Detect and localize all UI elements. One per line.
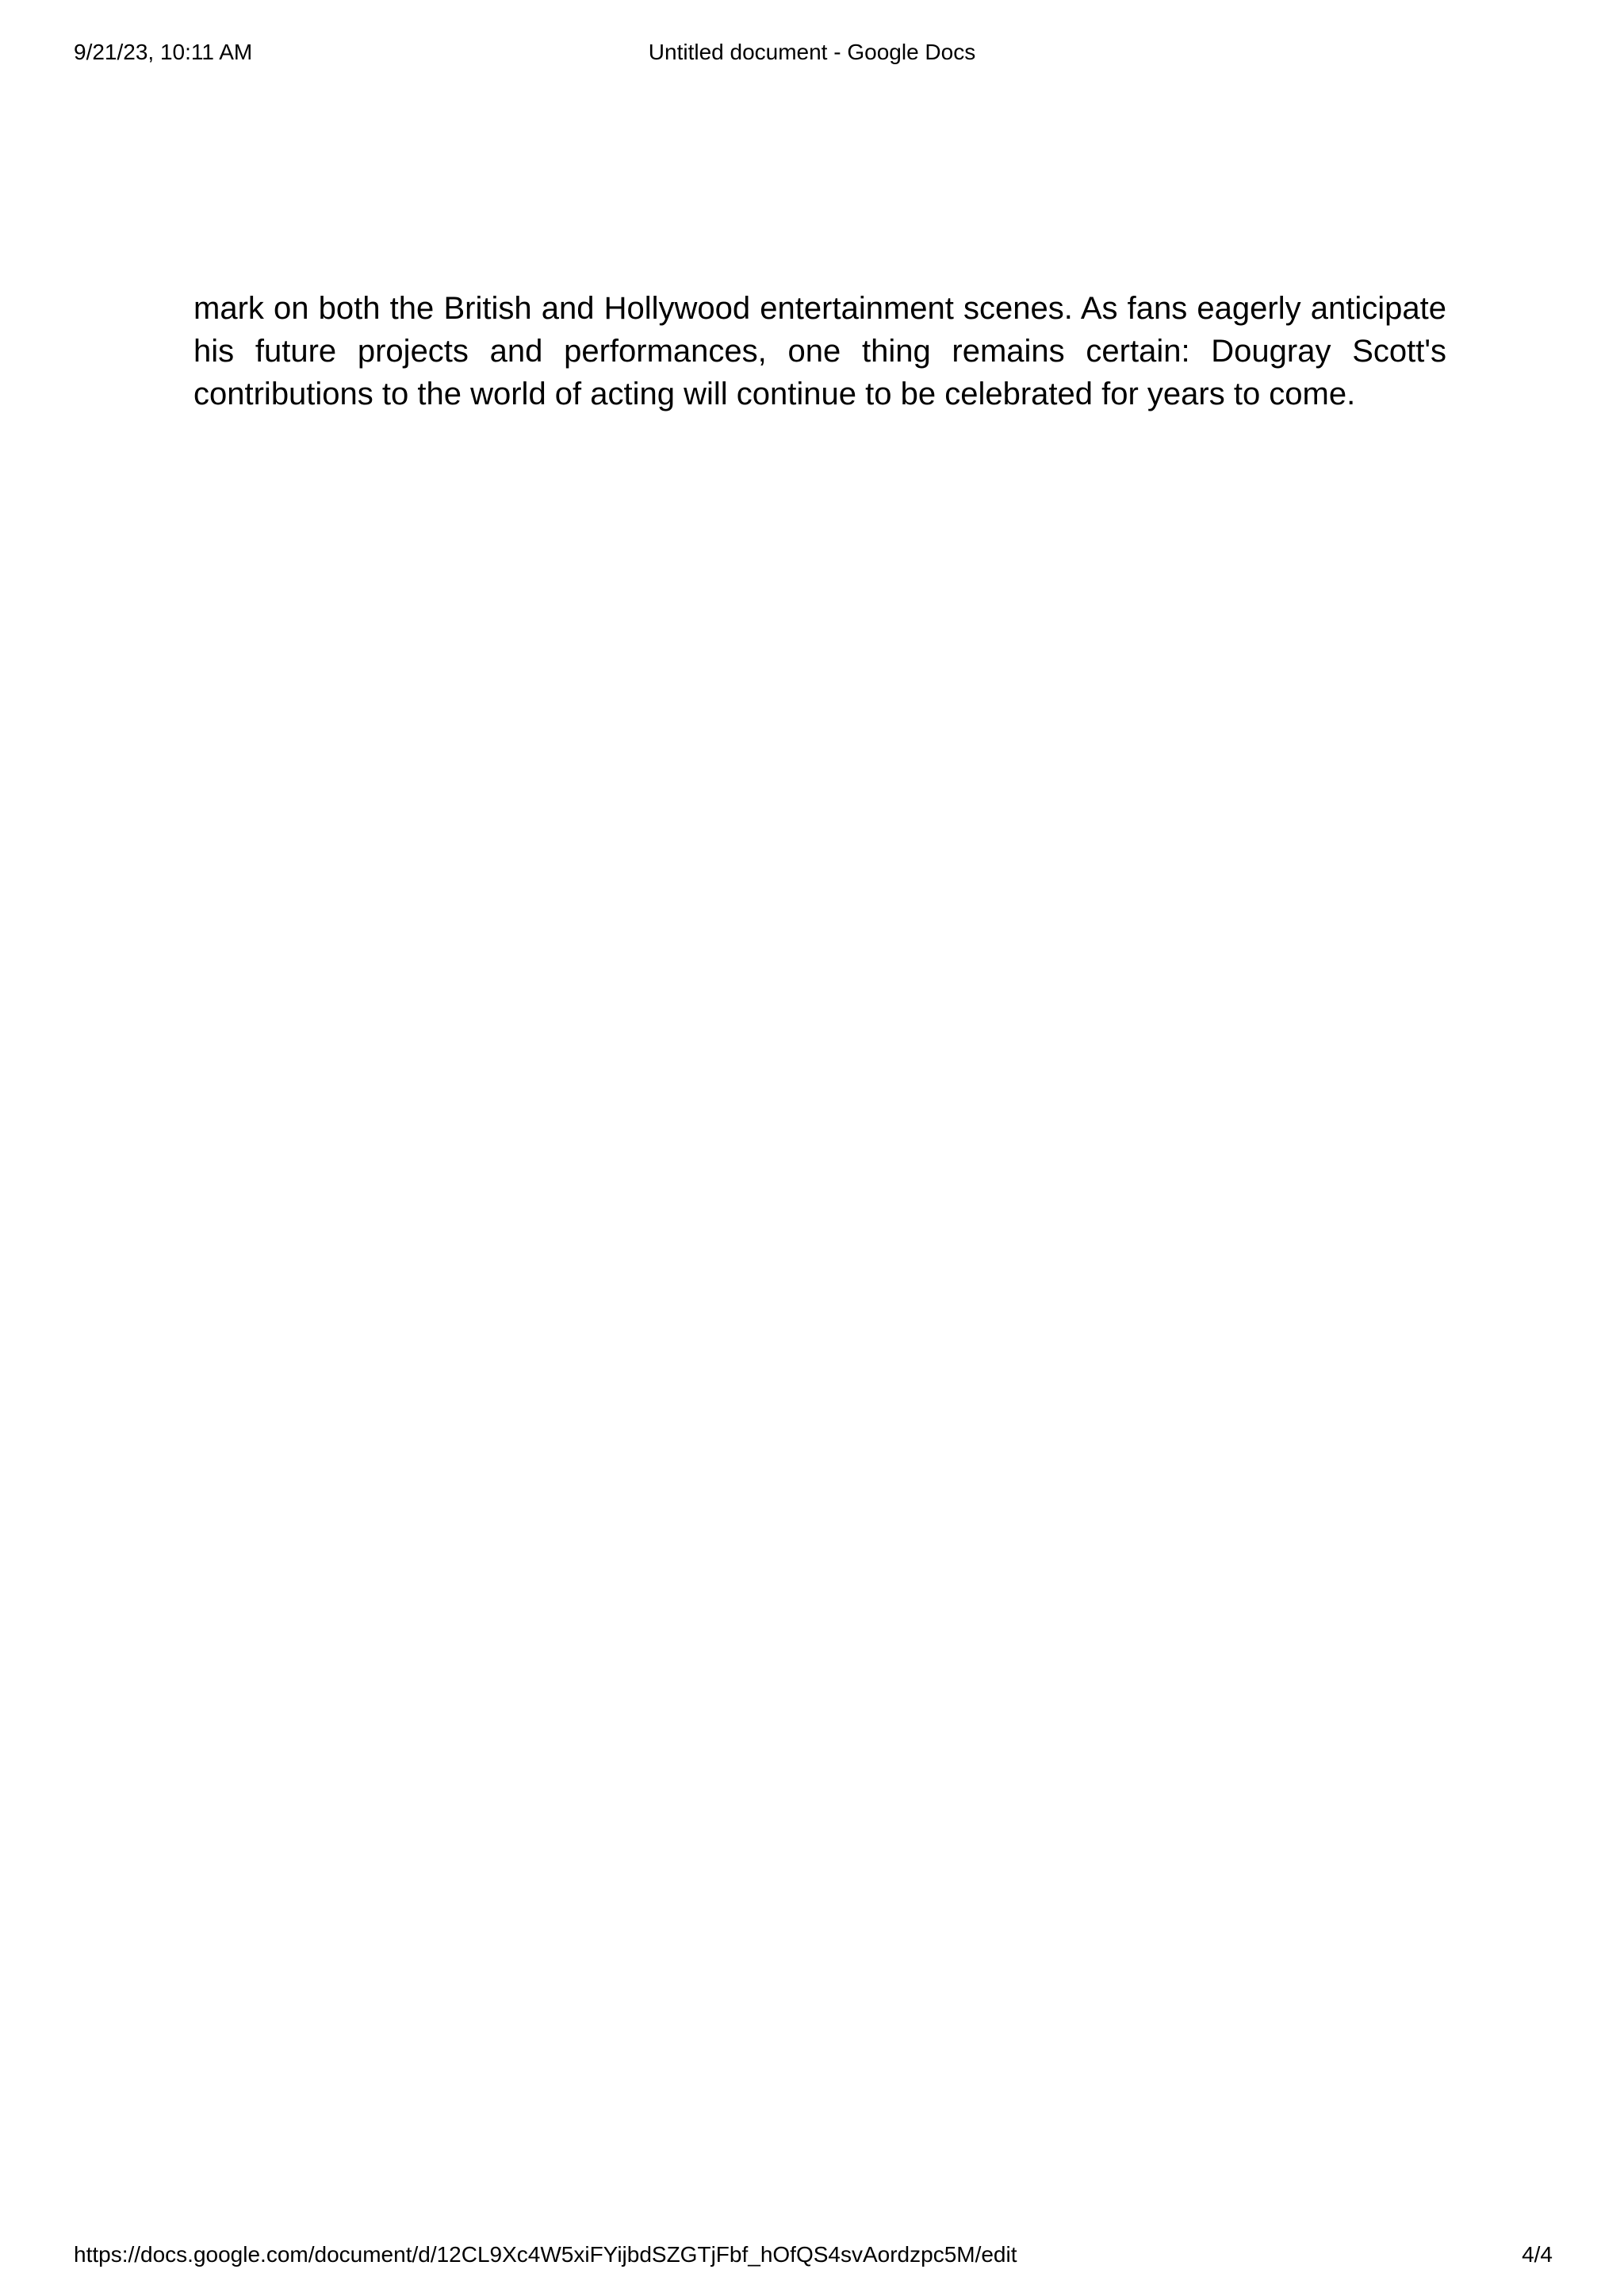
document-body	[193, 287, 1446, 415]
document-title: Untitled document - Google Docs	[648, 40, 976, 64]
page-number: 4/4	[1522, 2242, 1553, 2267]
print-footer	[74, 2241, 1553, 2272]
document-url: https://docs.google.com/document/d/12CL9Xc4W5xiFYijbdSZGTjFbf_hOfQS4svAordzpc5M/edit	[74, 2242, 1017, 2267]
body-paragraph: mark on both the British and Hollywood entertainment scenes. As fans eagerly anticipate his future projects and performances, one thing remains certain: Dougray Scott's contributions to the world of acting will continue to be celebrated for years to come.	[193, 291, 1446, 411]
print-datetime: 9/21/23, 10:11 AM	[74, 40, 253, 64]
print-header	[74, 38, 1550, 70]
